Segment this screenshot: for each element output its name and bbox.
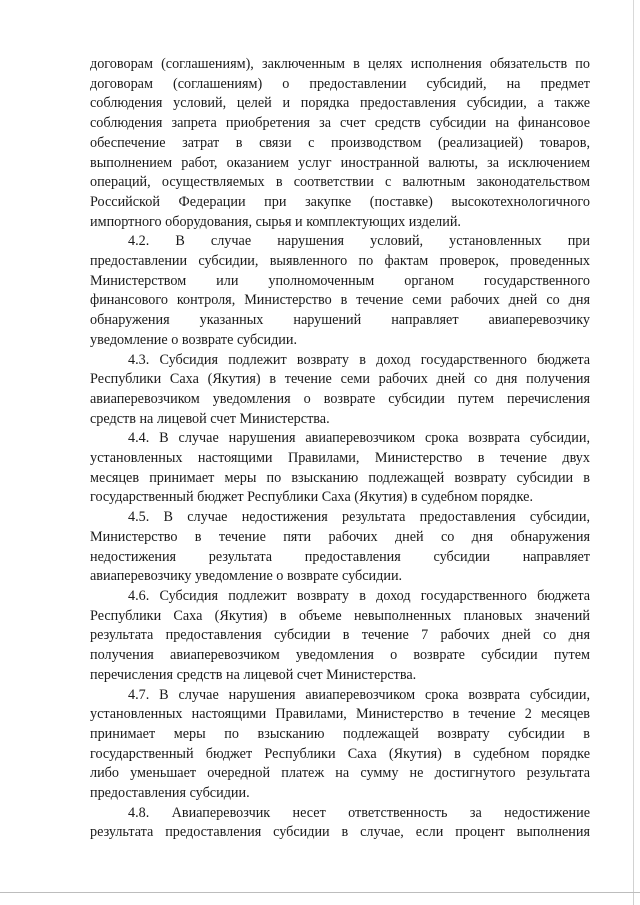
paragraph-p42-line: обнаружения указанных нарушений направляет авиаперевозчику <box>90 312 590 329</box>
scan-edge <box>633 0 634 905</box>
paragraph-p43-line: 4.3. Субсидия подлежит возврату в доход государственного бюджета <box>128 351 590 368</box>
paragraph-p0-line: договорам (соглашениям), заключенным в целях исполнения обязательств по <box>90 56 590 72</box>
paragraph-p47-line: принимает меры по взысканию подлежащей возврату субсидии в <box>90 725 590 742</box>
paragraph-p46-line: 4.6. Субсидия подлежит возврату в доход государственного бюджета <box>128 587 590 604</box>
paragraph-p45-line: недостижения результата предоставления субсидии направляет <box>90 548 590 565</box>
paragraph-p42-line: 4.2. В случае нарушения условий, установленных при <box>128 233 590 250</box>
paragraph-p45-line: Министерство в течение пяти рабочих дней со дня обнаружения <box>90 528 590 545</box>
paragraph-p42-line: Министерством или уполномоченным органом государственного <box>90 272 590 289</box>
document-body <box>90 55 590 843</box>
paragraph-p47-line: установленных настоящими Правилами, Министерство в течение 2 месяцев <box>90 706 590 723</box>
paragraph-p45-line: 4.5. В случае недостижения результата предоставления субсидии, <box>128 509 590 526</box>
paragraph-p43-line: средств на лицевой счет Министерства. <box>90 410 330 427</box>
paragraph-p0-line: соблюдения условий, целей и порядка предоставления субсидии, а также <box>90 95 590 112</box>
paragraph-p44-line: 4.4. В случае нарушения авиаперевозчиком срока возврата субсидии, <box>128 430 590 447</box>
paragraph-p0-line: выполнением работ, оказанием услуг иностранной валюты, за исключением <box>90 154 590 171</box>
paragraph-p43-line: авиаперевозчиком уведомления о возврате субсидии путем перечисления <box>90 390 590 407</box>
paragraph-p46-line: Республики Саха (Якутия) в объеме невыполненных плановых значений <box>90 607 590 624</box>
paragraph-p42-line: уведомление о возврате субсидии. <box>90 331 298 348</box>
paragraph-p0-line: импортного оборудования, сырья и комплектующих изделий. <box>90 213 461 230</box>
paragraph-p0-line: операций, осуществляемых в соответствии с валютным законодательством <box>90 174 590 191</box>
paragraph-p45-line: авиаперевозчику уведомление о возврате субсидии. <box>90 568 403 585</box>
paragraph-p48-line: результата предоставления субсидии в случае, если процент выполнения <box>90 824 590 841</box>
paragraph-p44-line: месяцев принимает меры по взысканию подлежащей возврату субсидии в <box>90 469 590 486</box>
paragraph-p42-line: финансового контроля, Министерство в течение семи рабочих дней со дня <box>90 292 590 309</box>
paragraph-p48-line: 4.8. Авиаперевозчик несет ответственность за недостижение <box>128 804 590 821</box>
paragraph-p43-line: Республики Саха (Якутия) в течение семи рабочих дней со дня получения <box>90 371 590 388</box>
paragraph-p0-line: договорам (соглашениям) о предоставлении субсидий, на предмет <box>90 75 590 92</box>
paragraph-p0-line: обеспечение затрат в связи с производством (реализацией) товаров, <box>90 134 590 151</box>
scan-bottom-edge <box>0 892 640 893</box>
paragraph-p0-line: Российской Федерации при закупке (поставке) высокотехнологичного <box>90 193 590 210</box>
paragraph-p47-line: предоставления субсидии. <box>90 785 250 802</box>
paragraph-p44-line: установленных настоящими Правилами, Министерство в течение двух <box>90 450 590 467</box>
paragraph-p44-line: государственный бюджет Республики Саха (Якутия) в судебном порядке. <box>90 489 534 506</box>
paragraph-p47-line: государственный бюджет Республики Саха (Якутия) в судебном порядке <box>90 745 590 762</box>
paragraph-p47-line: 4.7. В случае нарушения авиаперевозчиком срока возврата субсидии, <box>128 686 590 703</box>
paragraph-p46-line: результата предоставления субсидии в течение 7 рабочих дней со дня <box>90 627 590 644</box>
paragraph-p47-line: либо уменьшает очередной платеж на сумму не достигнутого результата <box>90 765 590 782</box>
paragraph-p0-line: соблюдения запрета приобретения за счет средств субсидии на финансовое <box>90 115 590 132</box>
paragraph-p42-line: предоставлении субсидии, выявленного по фактам проверок, проведенных <box>90 253 590 270</box>
paragraph-p46-line: перечисления средств на лицевой счет Министерства. <box>90 666 417 683</box>
paragraph-p46-line: получения авиаперевозчиком уведомления о возврате субсидии путем <box>90 647 590 664</box>
